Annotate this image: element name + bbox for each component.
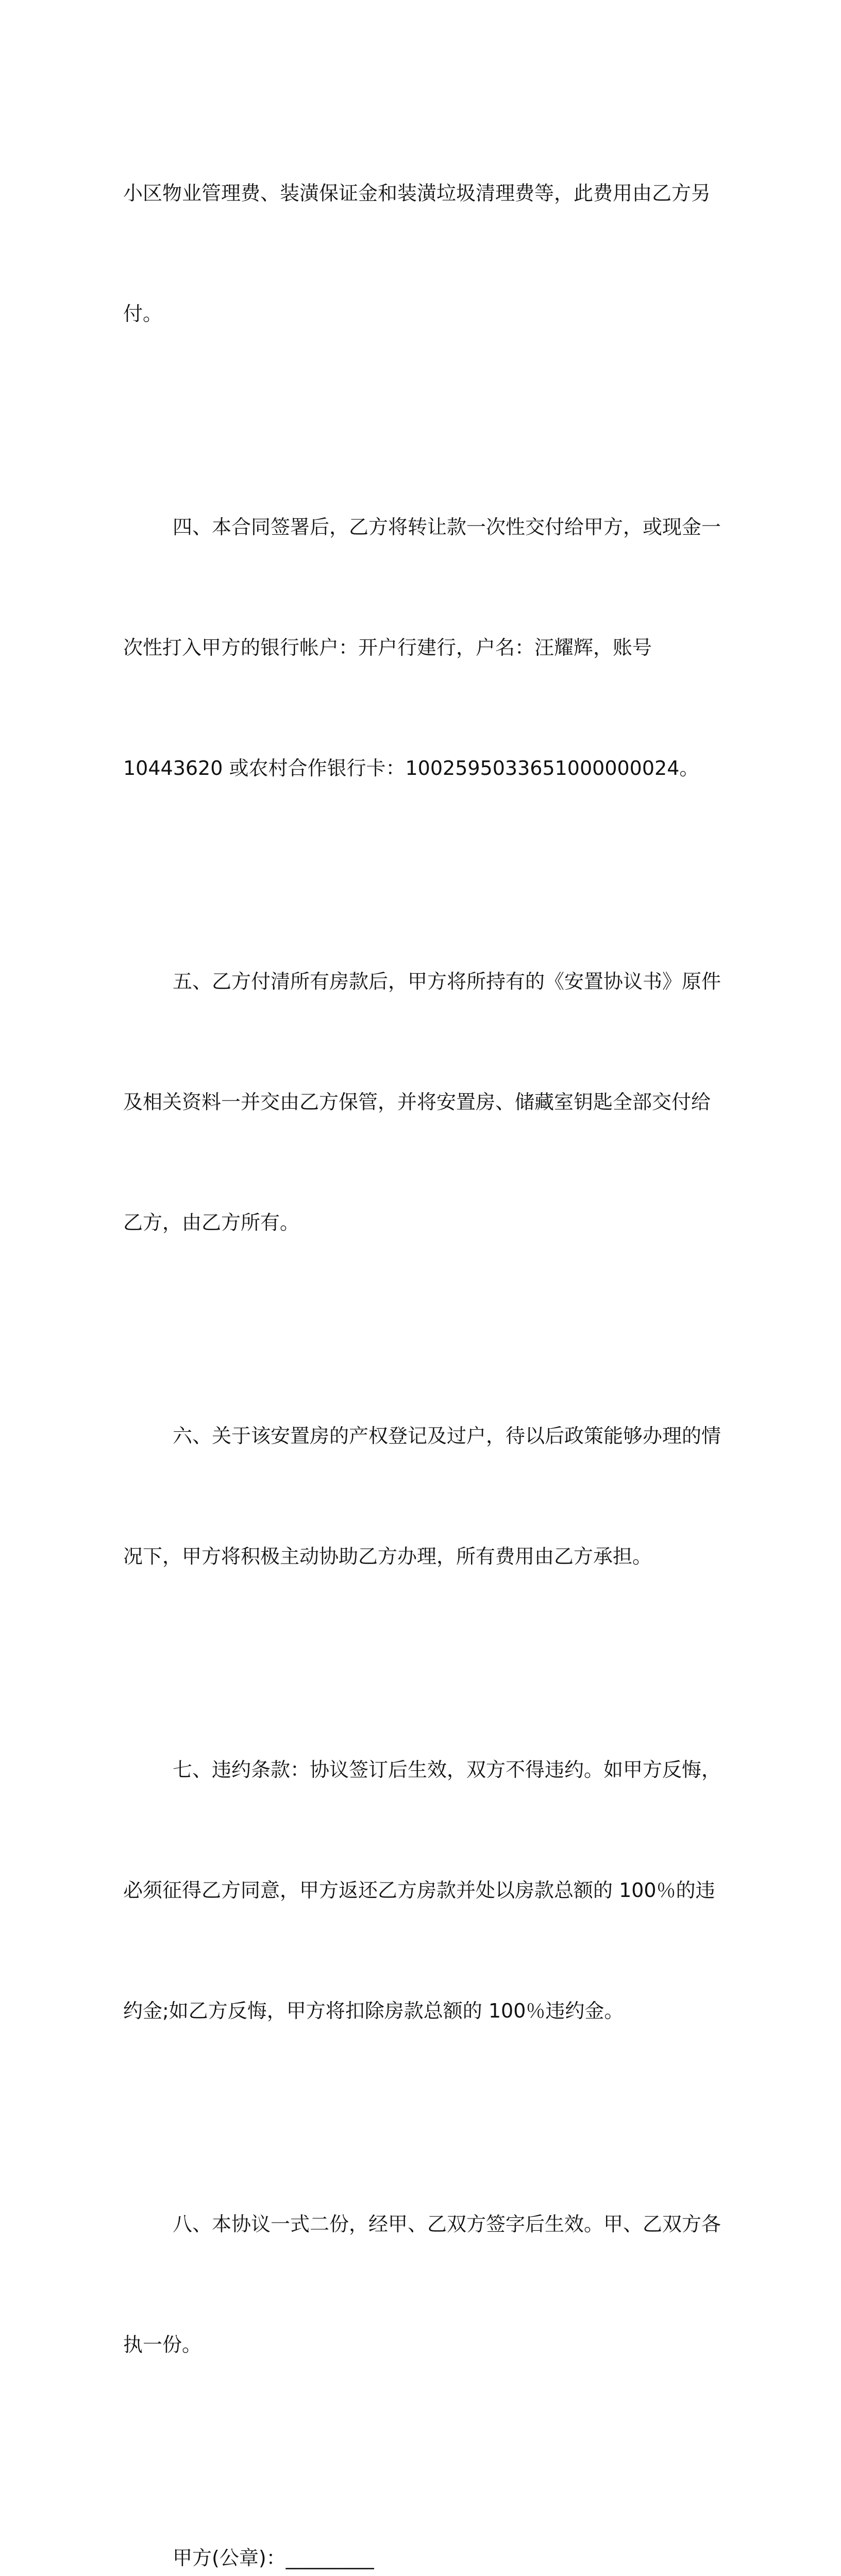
paragraph-line: 及相关资料一并交由乙方保管，并将安置房、储藏室钥匙全部交付给: [123, 1091, 711, 1113]
paragraph-clause-5: [123, 881, 721, 1323]
paragraph-line: 五、乙方付清所有房款后，甲方将所持有的《安置协议书》原件: [173, 970, 721, 993]
paragraph-clause-4: [123, 427, 721, 869]
signature-label: 甲方(公章)：: [173, 2547, 286, 2569]
paragraph-clause-7: [123, 1669, 721, 2111]
paragraph-line: 四、本合同签署后，乙方将转让款一次性交付给甲方，或现金一: [173, 516, 721, 538]
paragraph-line: 六、关于该安置房的产权登记及过户，待以后政策能够办理的情: [173, 1425, 721, 1447]
paragraph-clause-6: [123, 1335, 721, 1657]
paragraph-line: 八、本协议一式二份，经甲、乙双方签字后生效。甲、乙双方各: [173, 2213, 721, 2235]
paragraph-line: 10443620 或农村合作银行卡：1002595033651000000024。: [123, 757, 699, 779]
paragraph-line: 必须征得乙方同意，甲方返还乙方房款并处以房款总额的 100％的违: [123, 1879, 715, 1902]
paragraph-line: 次性打入甲方的银行帐户：开户行建行，户名：汪耀辉，账号: [123, 636, 652, 659]
paragraph-line: 执一份。: [123, 2333, 202, 2356]
signature-row: [123, 2538, 716, 2576]
paragraph-clause-8: [123, 2124, 721, 2445]
paragraph-fees: [123, 93, 716, 414]
paragraph-line: 七、违约条款：协议签订后生效，双方不得违约。如甲方反悔，: [173, 1758, 721, 1781]
paragraph-line: 小区物业管理费、装潢保证金和装潢垃圾清理费等，此费用由乙方另: [123, 182, 711, 205]
paragraph-line: 况下，甲方将积极主动协助乙方办理，所有费用由乙方承担。: [123, 1545, 652, 1568]
paragraph-line: 付。: [123, 302, 163, 325]
document-body: [123, 93, 721, 2576]
paragraph-line: 约金;如乙方反悔，甲方将扣除房款总额的 100％违约金。: [123, 1999, 624, 2022]
signature-line: [123, 2458, 716, 2576]
paragraph-line: 乙方，由乙方所有。: [123, 1211, 300, 1234]
signature-blank: _________: [285, 2547, 374, 2569]
